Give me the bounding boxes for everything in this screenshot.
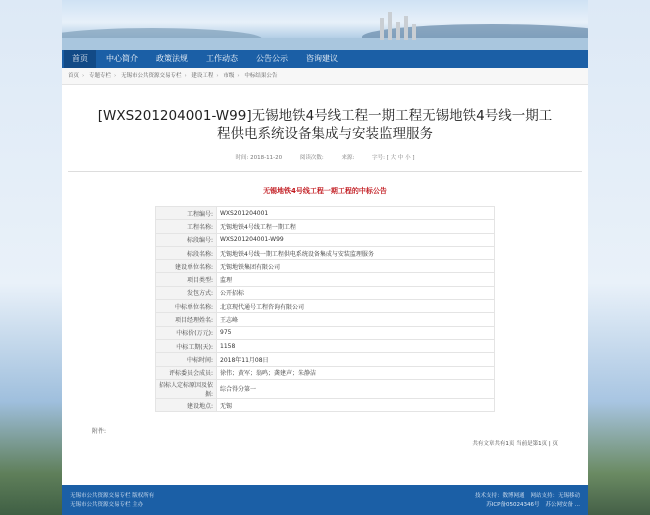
field-value: 北京现代通号工程咨询有限公司 bbox=[217, 300, 495, 313]
table-row bbox=[156, 339, 495, 352]
crumb-construction[interactable]: 建设工程 bbox=[191, 73, 214, 79]
nav-home[interactable]: 首页 bbox=[64, 50, 96, 68]
publish-time: 时间: 2018-11-20 bbox=[235, 155, 283, 161]
field-value: 徐伟；黄军；翁鸣；龚建声；朱静洁 bbox=[217, 366, 495, 379]
footer-tech-support: 技术支持：数博网通 bbox=[474, 493, 525, 499]
field-value: 公开招标 bbox=[217, 286, 495, 299]
field-label: 建设单位名称: bbox=[156, 260, 217, 273]
field-value: 无锡地铁4号线一期工程供电系统设备集成与安装监理服务 bbox=[217, 246, 495, 259]
divider bbox=[68, 171, 582, 172]
award-info-table bbox=[155, 206, 495, 412]
footer bbox=[62, 485, 588, 515]
left-scenery bbox=[0, 0, 62, 515]
crumb-city-level[interactable]: 市级 bbox=[223, 73, 235, 79]
field-label: 项目类型: bbox=[156, 273, 217, 286]
page-container bbox=[62, 0, 588, 515]
table-row bbox=[156, 273, 495, 286]
table-row bbox=[156, 353, 495, 366]
crumb-home[interactable]: 首页 bbox=[68, 73, 80, 79]
table-row bbox=[156, 233, 495, 246]
field-value: 无锡地铁4号线工程一期工程 bbox=[217, 220, 495, 233]
field-value: 975 bbox=[217, 326, 495, 339]
field-value: 1158 bbox=[217, 339, 495, 352]
breadcrumb: 首页 › 专题专栏 › 无锡市公共资源交易专栏 › 建设工程 › 市级 › 中标结果公告 bbox=[62, 68, 588, 85]
field-label: 建设地点: bbox=[156, 398, 217, 411]
field-label: 中标单位名称: bbox=[156, 300, 217, 313]
table-row bbox=[156, 286, 495, 299]
table-row bbox=[156, 326, 495, 339]
field-label: 标段名称: bbox=[156, 246, 217, 259]
field-label: 标段编号: bbox=[156, 233, 217, 246]
field-label: 中标工期(天): bbox=[156, 339, 217, 352]
field-value: WXS201204001 bbox=[217, 207, 495, 220]
article-source: 来源: bbox=[341, 155, 355, 161]
table-row bbox=[156, 300, 495, 313]
crumb-topics[interactable]: 专题专栏 bbox=[88, 73, 111, 79]
view-count: 阅读次数: bbox=[299, 155, 324, 161]
field-value: WXS201204001-W99 bbox=[217, 233, 495, 246]
notice-heading: 无锡地铁4号线工程一期工程的中标公告 bbox=[263, 187, 387, 195]
field-label: 工程编号: bbox=[156, 207, 217, 220]
table-row bbox=[156, 366, 495, 379]
field-label: 中标价(万元): bbox=[156, 326, 217, 339]
footer-icp[interactable]: 苏ICP备05024346号 bbox=[486, 502, 540, 508]
table-row bbox=[156, 313, 495, 326]
field-label: 项目经理姓名: bbox=[156, 313, 217, 326]
field-label: 中标时间: bbox=[156, 353, 217, 366]
article-meta bbox=[62, 153, 588, 161]
nav-work-news[interactable]: 工作动态 bbox=[206, 54, 238, 63]
field-value: 2018年11月08日 bbox=[217, 353, 495, 366]
table-row bbox=[156, 207, 495, 220]
table-row bbox=[156, 379, 495, 398]
header-banner bbox=[62, 0, 588, 50]
table-row bbox=[156, 220, 495, 233]
footer-site-support: 网站支持：无锡移动 bbox=[530, 493, 580, 499]
footer-copyright: 无锡市公共资源交易专栏 版权所有 bbox=[70, 493, 155, 499]
table-row bbox=[156, 398, 495, 411]
field-label: 发包方式: bbox=[156, 286, 217, 299]
nav-center-intro[interactable]: 中心简介 bbox=[106, 54, 138, 63]
field-label: 评标委员会成员: bbox=[156, 366, 217, 379]
attachment-label: 附件: bbox=[92, 428, 107, 436]
crumb-current: 中标结果公告 bbox=[244, 73, 278, 79]
field-value: 王志峰 bbox=[217, 313, 495, 326]
field-label: 工程名称: bbox=[156, 220, 217, 233]
pagination[interactable]: 共有文章共有1页 当前是第1页 | 页 bbox=[472, 441, 558, 447]
field-label: 招标人定标原因及依据: bbox=[156, 379, 217, 398]
field-value: 无锡地铁集团有限公司 bbox=[217, 260, 495, 273]
field-value: 无锡 bbox=[217, 398, 495, 411]
footer-police-badge[interactable]: 苏公网安备 ... bbox=[545, 502, 580, 508]
nav-consult[interactable]: 咨询建议 bbox=[306, 54, 338, 63]
nav-announcements[interactable]: 公告公示 bbox=[256, 54, 288, 63]
footer-host: 无锡市公共资源交易专栏 主办 bbox=[70, 502, 144, 508]
font-size-switcher[interactable]: 字号: [ 大 中 小 ] bbox=[372, 155, 415, 161]
table-row bbox=[156, 260, 495, 273]
main-nav bbox=[62, 50, 588, 68]
nav-policies[interactable]: 政策法规 bbox=[156, 54, 188, 63]
crumb-wuxi-column[interactable]: 无锡市公共资源交易专栏 bbox=[120, 73, 182, 79]
article-title: [WXS201204001-W99]无锡地铁4号线工程一期工程无锡地铁4号线一期工程供电系统设备集成与安装监理服务 bbox=[97, 108, 553, 142]
right-scenery bbox=[588, 0, 650, 515]
field-value: 综合得分第一 bbox=[217, 379, 495, 398]
table-row bbox=[156, 246, 495, 259]
field-value: 监理 bbox=[217, 273, 495, 286]
